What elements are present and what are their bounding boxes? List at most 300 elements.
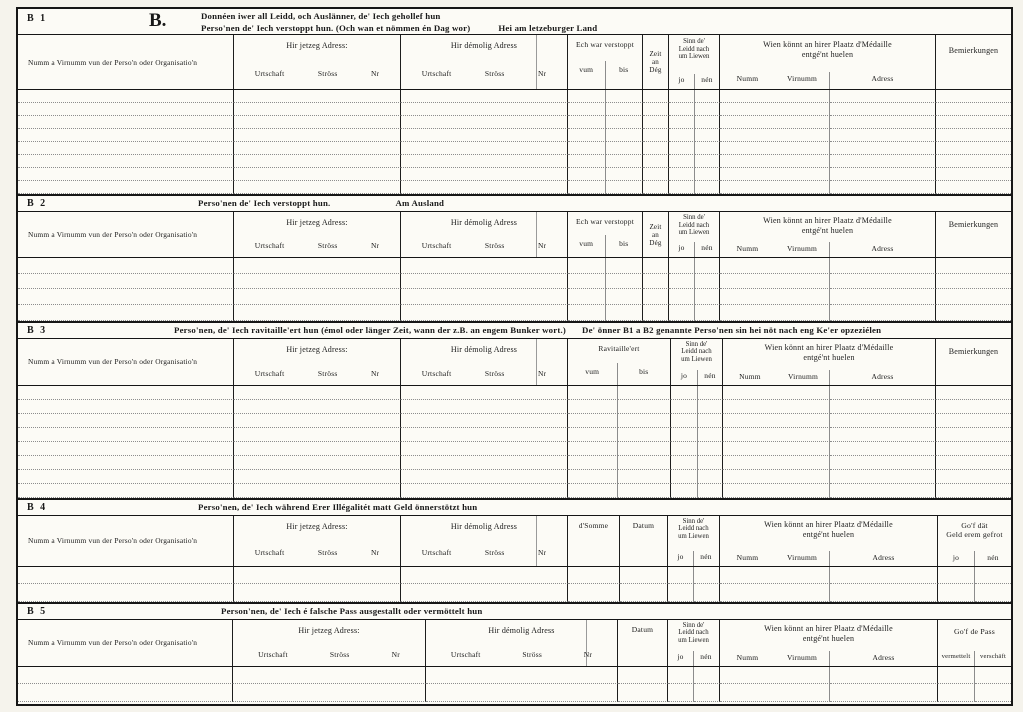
empty-line-cell: [698, 428, 723, 442]
bis-label: bis: [619, 65, 629, 74]
empty-line-cell: [830, 289, 936, 305]
b4-section-label: B 4: [27, 501, 48, 513]
empty-line-cell: [401, 484, 568, 498]
empty-line-cell: [234, 274, 401, 290]
empty-line-cell: [18, 155, 234, 168]
empty-line-cell: [936, 181, 1011, 194]
b2-col-demolig-adress: [401, 212, 568, 257]
empty-line-cell: [18, 129, 234, 142]
jo-label: jo: [671, 370, 698, 385]
empty-line-cell: [568, 305, 606, 321]
b1-col-demolig-adress: [401, 35, 568, 89]
empty-line-cell: [233, 667, 426, 685]
empty-line-cell: [975, 684, 1011, 702]
empty-line-cell: [568, 155, 606, 168]
b3-col-bemierkungen: [936, 339, 1011, 385]
section-b5: [18, 602, 1011, 702]
numm-col-label: Numm a Virnumm vun der Perso'n oder Organisatio'n: [28, 638, 198, 648]
empty-line-cell: [830, 428, 936, 442]
empty-line-cell: [936, 258, 1011, 274]
b1-col-bemierkungen: [936, 35, 1011, 89]
b5-col-gof-pass: [938, 620, 1011, 666]
empty-form-row: [18, 258, 1011, 274]
urtschaft-label: Urtschaft: [421, 368, 452, 378]
b2-col-numm: [18, 212, 234, 257]
empty-line-cell: [401, 442, 568, 456]
vum-label: vum: [568, 61, 606, 89]
empty-form-row: [18, 90, 1011, 103]
empty-line-cell: [698, 400, 723, 414]
empty-line-cell: [720, 142, 830, 155]
w-numm-label: Numm: [739, 371, 761, 381]
nen-label: nén: [701, 243, 713, 252]
empty-line-cell: [720, 684, 830, 702]
b3-title: Perso'nen, de' Iech ravitaille'ert hun (émol oder länger Zeit, wann der z.B. an engem Bunker wort.): [174, 324, 567, 335]
vum-label: vum: [568, 235, 606, 257]
empty-line-cell: [669, 289, 695, 305]
empty-line-cell: [234, 142, 401, 155]
empty-line-cell: [669, 258, 695, 274]
deg-label: Dég: [649, 238, 662, 247]
section-b2: [18, 194, 1011, 321]
b4-col-somme: [568, 516, 620, 566]
b2-body: [18, 258, 1011, 321]
w-numm-label: Numm: [736, 244, 759, 253]
empty-form-row: [18, 667, 1011, 685]
zeit-label: Zeit: [649, 50, 662, 58]
empty-line-cell: [401, 414, 568, 428]
b3-col-demolig-adress: [401, 339, 568, 385]
empty-form-row: [18, 129, 1011, 142]
bemierkungen-label: Bemierkungen: [948, 46, 999, 55]
empty-line-cell: [18, 584, 234, 602]
wien-line1: Wien könnt an hirer Plaatz d'Médaille: [764, 519, 893, 529]
empty-line-cell: [18, 168, 234, 181]
empty-line-cell: [401, 274, 568, 290]
empty-line-cell: [723, 442, 830, 456]
verstoppt-label: Ech war verstoppt: [576, 217, 634, 226]
empty-line-cell: [936, 168, 1011, 181]
empty-line-cell: [234, 456, 401, 470]
empty-line-cell: [936, 428, 1011, 442]
empty-line-cell: [830, 155, 936, 168]
sinn-line3: um Liewen: [681, 355, 712, 363]
empty-line-cell: [568, 129, 606, 142]
urtschaft-label: Urtschaft: [421, 69, 452, 78]
empty-line-cell: [234, 90, 401, 103]
empty-line-cell: [618, 470, 671, 484]
empty-line-cell: [720, 305, 830, 321]
empty-line-cell: [695, 90, 720, 103]
b4-col-demolig-adress: [401, 516, 568, 566]
empty-line-cell: [18, 103, 234, 116]
empty-line-cell: [18, 456, 234, 470]
b3-col-medaille: [723, 339, 936, 385]
empty-line-cell: [401, 142, 568, 155]
empty-line-cell: [18, 567, 234, 585]
w-virnumm-label: Virnumm: [775, 651, 830, 666]
nr-label: Nr: [370, 241, 380, 250]
b3-col-numm: [18, 339, 234, 385]
jo-label: jo: [668, 551, 694, 566]
b2-title-bar: [18, 196, 1011, 212]
sinn-line2: Leidd nach: [678, 221, 710, 229]
empty-line-cell: [830, 258, 936, 274]
empty-line-cell: [936, 116, 1011, 129]
empty-line-cell: [938, 567, 975, 585]
empty-line-cell: [606, 305, 643, 321]
empty-form-row: [18, 428, 1011, 442]
sinn-line1: Sinn de': [682, 517, 705, 525]
empty-line-cell: [18, 142, 234, 155]
wien-line2: entgé'nt huelen: [802, 529, 855, 539]
empty-line-cell: [401, 168, 568, 181]
b5-title-text: [221, 606, 482, 618]
empty-line-cell: [668, 667, 694, 685]
w-numm-label: Numm: [736, 652, 759, 662]
empty-line-cell: [698, 386, 723, 400]
bis-label: bis: [619, 239, 629, 248]
b4-col-jetzeg-adress: [234, 516, 401, 566]
w-adress-label: Adress: [872, 552, 895, 562]
an-label: an: [651, 58, 659, 66]
empty-line-cell: [401, 258, 568, 274]
b1-col-sinn-um-liewen: [669, 35, 720, 89]
empty-line-cell: [830, 274, 936, 290]
numm-col-label: Numm a Virnumm vun der Perso'n oder Organisatio'n: [28, 230, 198, 239]
empty-line-cell: [401, 103, 568, 116]
empty-line-cell: [234, 116, 401, 129]
b3-title-text: [174, 325, 881, 337]
empty-line-cell: [938, 667, 975, 685]
sinn-line2: Leidd nach: [678, 525, 709, 533]
b5-body: [18, 667, 1011, 702]
b2-section-label: B 2: [27, 198, 48, 209]
empty-line-cell: [669, 129, 695, 142]
sinn-line3: um Liewen: [678, 636, 709, 644]
empty-line-cell: [568, 442, 618, 456]
empty-line-cell: [234, 484, 401, 498]
wien-line1: Wien könnt an hirer Plaatz d'Médaille: [764, 342, 894, 352]
ravitailleert-label: Ravitaille'ert: [598, 343, 640, 353]
empty-line-cell: [618, 442, 671, 456]
empty-line-cell: [606, 155, 643, 168]
jo-label: jo: [669, 74, 695, 89]
empty-line-cell: [18, 90, 234, 103]
empty-line-cell: [618, 684, 668, 702]
b2-col-zeit-an-deg: [643, 212, 669, 257]
empty-line-cell: [936, 90, 1011, 103]
empty-line-cell: [643, 258, 669, 274]
b4-title-bar: [18, 500, 1011, 516]
empty-line-cell: [401, 181, 568, 194]
empty-line-cell: [669, 305, 695, 321]
empty-line-cell: [698, 484, 723, 498]
empty-line-cell: [618, 667, 668, 685]
jetzeg-label: Hir jetzeg Adress:: [286, 41, 348, 50]
nr-label: Nr: [370, 547, 380, 557]
empty-line-cell: [720, 168, 830, 181]
empty-line-cell: [936, 484, 1011, 498]
empty-line-cell: [618, 414, 671, 428]
wien-line2: entgé'nt huelen: [801, 50, 854, 59]
empty-line-cell: [720, 667, 830, 685]
empty-line-cell: [723, 484, 830, 498]
empty-line-cell: [830, 684, 938, 702]
empty-line-cell: [18, 274, 234, 290]
b1-title-line2: [201, 23, 597, 35]
empty-line-cell: [695, 274, 720, 290]
empty-line-cell: [671, 484, 698, 498]
empty-line-cell: [568, 142, 606, 155]
empty-line-cell: [695, 258, 720, 274]
wien-line2: entgé'nt huelen: [803, 352, 855, 362]
nr-label: Nr: [583, 649, 593, 659]
empty-line-cell: [568, 484, 618, 498]
empty-line-cell: [720, 90, 830, 103]
empty-line-cell: [720, 155, 830, 168]
empty-line-cell: [401, 470, 568, 484]
empty-line-cell: [671, 442, 698, 456]
sinn-line1: Sinn de': [682, 621, 705, 629]
b5-title-bar: [18, 604, 1011, 620]
empty-line-cell: [234, 305, 401, 321]
empty-line-cell: [830, 305, 936, 321]
empty-line-cell: [694, 567, 720, 585]
empty-line-cell: [938, 584, 975, 602]
empty-line-cell: [18, 386, 234, 400]
empty-line-cell: [830, 584, 938, 602]
nr-divider-line: [536, 212, 537, 257]
sinn-line3: um Liewen: [678, 53, 710, 61]
empty-line-cell: [695, 155, 720, 168]
empty-line-cell: [618, 386, 671, 400]
b1-big-letter: B.: [149, 10, 167, 31]
empty-form-row: [18, 400, 1011, 414]
empty-line-cell: [723, 428, 830, 442]
demolig-label: Hir démolig Adress: [450, 344, 518, 354]
empty-line-cell: [830, 400, 936, 414]
empty-line-cell: [720, 129, 830, 142]
b1-column-headers: [18, 35, 1011, 90]
b1-title-line1: Donnéen iwer all Leidd, och Auslänner, de' Iech gehollef hun: [201, 11, 441, 21]
empty-line-cell: [669, 90, 695, 103]
nen-label: nén: [700, 651, 712, 661]
gof-line1: Go'f dät: [961, 520, 988, 530]
b2-col-verstoppt: [568, 212, 643, 257]
nen-label: nén: [704, 370, 716, 380]
jetzeg-label: Hir jetzeg Adress:: [298, 625, 360, 635]
datum-label: Datum: [632, 520, 655, 530]
empty-line-cell: [830, 456, 936, 470]
an-label: an: [651, 230, 659, 239]
empty-line-cell: [695, 116, 720, 129]
b1-section-label: B 1: [27, 13, 48, 24]
jo-label: jo: [938, 551, 975, 566]
empty-line-cell: [936, 103, 1011, 116]
demolig-label: Hir démolig Adress: [450, 41, 518, 50]
empty-line-cell: [606, 168, 643, 181]
b4-col-medaille: [720, 516, 938, 566]
empty-line-cell: [830, 168, 936, 181]
empty-line-cell: [830, 103, 936, 116]
b3-col-ravitailleert: [568, 339, 671, 385]
empty-line-cell: [606, 116, 643, 129]
empty-line-cell: [234, 103, 401, 116]
empty-line-cell: [936, 414, 1011, 428]
empty-line-cell: [975, 667, 1011, 685]
nr-label: Nr: [391, 649, 400, 659]
empty-line-cell: [720, 584, 830, 602]
empty-line-cell: [936, 442, 1011, 456]
sinn-line3: um Liewen: [678, 229, 710, 237]
b4-col-gof-geld: [938, 516, 1011, 566]
empty-line-cell: [18, 181, 234, 194]
empty-line-cell: [643, 181, 669, 194]
vermettelt-label: vermettelt: [938, 651, 975, 666]
nr-label: Nr: [370, 69, 380, 78]
jetzeg-label: Hir jetzeg Adress:: [286, 521, 348, 531]
b4-column-headers: [18, 516, 1011, 567]
nr-divider-line: [586, 620, 587, 666]
empty-form-row: [18, 274, 1011, 290]
empty-line-cell: [720, 116, 830, 129]
b2-col-medaille: [720, 212, 936, 257]
stross-label: Ströss: [522, 649, 542, 659]
empty-line-cell: [568, 428, 618, 442]
w-adress-label: Adress: [871, 244, 894, 253]
demolig-label: Hir démolig Adress: [450, 521, 518, 531]
empty-line-cell: [668, 567, 694, 585]
gof-line2: Geld erem gefrot: [946, 529, 1003, 539]
empty-line-cell: [401, 567, 568, 585]
stross-label: Ströss: [317, 69, 338, 78]
empty-line-cell: [830, 442, 936, 456]
empty-line-cell: [606, 181, 643, 194]
nr-label: Nr: [537, 241, 547, 250]
empty-form-row: [18, 142, 1011, 155]
b5-col-numm: [18, 620, 233, 666]
empty-line-cell: [618, 484, 671, 498]
empty-line-cell: [643, 90, 669, 103]
b4-title-text: [198, 502, 477, 514]
empty-line-cell: [401, 116, 568, 129]
empty-form-row: [18, 470, 1011, 484]
empty-form-row: [18, 456, 1011, 470]
b2-col-bemierkungen: [936, 212, 1011, 257]
empty-form-row: [18, 155, 1011, 168]
b1-col-verstoppt: [568, 35, 643, 89]
empty-line-cell: [669, 155, 695, 168]
b2-col-jetzeg-adress: [234, 212, 401, 257]
w-virnumm-label: Virnumm: [777, 370, 830, 385]
nen-label: nén: [701, 75, 713, 84]
empty-line-cell: [606, 258, 643, 274]
empty-line-cell: [830, 129, 936, 142]
empty-line-cell: [720, 289, 830, 305]
empty-line-cell: [668, 584, 694, 602]
stross-label: Ströss: [317, 368, 338, 378]
zeit-label: Zeit: [649, 222, 662, 231]
empty-line-cell: [830, 142, 936, 155]
empty-form-row: [18, 168, 1011, 181]
b4-col-sinn-um-liewen: [668, 516, 720, 566]
empty-line-cell: [695, 168, 720, 181]
wien-line2: entgé'nt huelen: [802, 633, 855, 643]
b1-body: [18, 90, 1011, 194]
b1-title-text: [201, 11, 597, 34]
nr-label: Nr: [537, 368, 547, 378]
empty-line-cell: [234, 181, 401, 194]
b5-col-medaille: [720, 620, 938, 666]
empty-form-row: [18, 684, 1011, 702]
nr-label: Nr: [537, 69, 547, 78]
urtschaft-label: Urtschaft: [254, 69, 285, 78]
empty-line-cell: [695, 103, 720, 116]
empty-line-cell: [643, 116, 669, 129]
empty-line-cell: [723, 400, 830, 414]
empty-line-cell: [401, 428, 568, 442]
urtschaft-label: Urtschaft: [254, 547, 285, 557]
empty-form-row: [18, 386, 1011, 400]
w-adress-label: Adress: [871, 371, 894, 381]
empty-line-cell: [18, 289, 234, 305]
b2-title-right: Am Ausland: [395, 198, 445, 208]
b3-body: [18, 386, 1011, 498]
empty-line-cell: [695, 142, 720, 155]
urtschaft-label: Urtschaft: [421, 241, 452, 250]
empty-line-cell: [669, 181, 695, 194]
empty-line-cell: [568, 470, 618, 484]
b5-title: Person'nen, de' Iech é falsche Pass ausgestallt oder vermöttelt hun: [221, 605, 483, 616]
empty-line-cell: [695, 305, 720, 321]
empty-line-cell: [401, 305, 568, 321]
empty-line-cell: [669, 103, 695, 116]
b5-col-sinn-um-liewen: [668, 620, 720, 666]
stross-label: Ströss: [484, 69, 505, 78]
stross-label: Ströss: [317, 547, 338, 557]
empty-line-cell: [936, 142, 1011, 155]
empty-line-cell: [671, 400, 698, 414]
empty-line-cell: [568, 90, 606, 103]
empty-line-cell: [830, 567, 938, 585]
empty-line-cell: [401, 289, 568, 305]
sinn-line2: Leidd nach: [678, 629, 709, 637]
empty-line-cell: [568, 181, 606, 194]
empty-line-cell: [426, 667, 618, 685]
empty-line-cell: [720, 274, 830, 290]
w-virnumm-label: Virnumm: [775, 551, 830, 566]
sinn-line1: Sinn de': [683, 38, 705, 45]
empty-line-cell: [606, 90, 643, 103]
empty-line-cell: [234, 442, 401, 456]
empty-line-cell: [234, 155, 401, 168]
sinn-line2: Leidd nach: [678, 45, 710, 53]
empty-line-cell: [234, 289, 401, 305]
empty-line-cell: [234, 470, 401, 484]
empty-line-cell: [669, 116, 695, 129]
empty-line-cell: [568, 456, 618, 470]
empty-line-cell: [401, 386, 568, 400]
b3-col-jetzeg-adress: [234, 339, 401, 385]
urtschaft-label: Urtschaft: [258, 649, 288, 659]
empty-line-cell: [695, 289, 720, 305]
empty-line-cell: [618, 428, 671, 442]
empty-line-cell: [233, 684, 426, 702]
jo-label: jo: [668, 651, 694, 666]
urtschaft-label: Urtschaft: [254, 241, 285, 250]
empty-line-cell: [671, 386, 698, 400]
